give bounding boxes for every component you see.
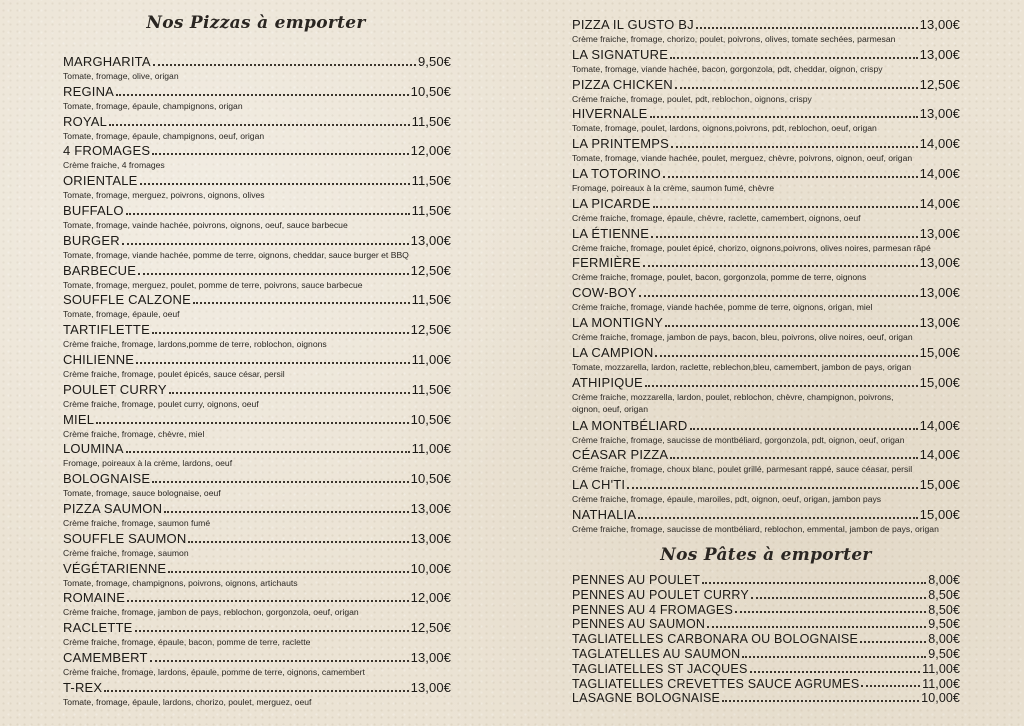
menu-item bbox=[572, 417, 960, 447]
menu-item-price: 14,00€ bbox=[919, 447, 960, 463]
dot-leader bbox=[122, 243, 409, 245]
menu-item-name: BOLOGNAISE bbox=[63, 471, 151, 487]
menu-item bbox=[572, 573, 960, 588]
menu-item-description: Tomate, fromage, épaule, champignons, origan bbox=[63, 100, 243, 111]
menu-item-price: 11,50€ bbox=[411, 292, 451, 308]
menu-item-description: Crème fraiche, fromage, saumon bbox=[63, 547, 189, 558]
menu-item-description: Crème fraiche, fromage, saucisse de montbéliard, reblochon, emmental, jambon de pays, origan bbox=[572, 523, 939, 534]
menu-item-price: 13,00€ bbox=[919, 255, 960, 271]
menu-item-name: BARBECUE bbox=[63, 262, 137, 278]
menu-item bbox=[572, 225, 960, 255]
menu-item-price: 8,00€ bbox=[928, 632, 960, 647]
menu-item-price: 11,50€ bbox=[411, 202, 451, 218]
menu-item-name: LOUMINA bbox=[63, 441, 124, 457]
dot-leader bbox=[751, 597, 926, 599]
menu-item bbox=[572, 662, 960, 677]
menu-item bbox=[572, 16, 960, 46]
menu-item-price: 12,50€ bbox=[410, 322, 451, 338]
menu-item-name: PIZZA SAUMON bbox=[63, 500, 163, 516]
menu-item-description: Crème fraiche, fromage, épaule, maroiles, pdt, oignon, oeuf, origan, jambon pays bbox=[572, 494, 882, 505]
dot-leader bbox=[140, 183, 410, 185]
menu-item-price: 13,00€ bbox=[919, 46, 960, 62]
menu-item-name: LASAGNE BOLOGNAISE bbox=[572, 691, 721, 706]
dot-leader bbox=[188, 541, 408, 543]
menu-item-description: Crème fraiche, fromage, poulet, bacon, gorgonzola, pomme de terre, oignons bbox=[572, 272, 867, 283]
menu-item-name: PENNES AU POULET CURRY bbox=[572, 587, 749, 602]
menu-item bbox=[572, 691, 960, 706]
dot-leader bbox=[150, 660, 409, 662]
menu-item-price: 10,50€ bbox=[410, 471, 451, 487]
dot-leader bbox=[650, 116, 918, 118]
pizzas-title: Nos Pizzas à emporter bbox=[146, 13, 366, 33]
menu-item-name: VÉGÉTARIENNE bbox=[63, 560, 167, 576]
dot-leader bbox=[690, 428, 918, 430]
menu-item bbox=[63, 381, 451, 411]
menu-item-name: NATHALIA bbox=[572, 506, 637, 522]
dot-leader bbox=[135, 630, 409, 632]
menu-item bbox=[63, 351, 451, 381]
menu-item-price: 15,00€ bbox=[919, 374, 960, 390]
menu-item-price: 12,50€ bbox=[410, 262, 451, 278]
menu-item-description: Tomate, fromage, vainde hachée, poivrons, oignons, oeuf, sauce barbecue bbox=[63, 219, 348, 230]
dot-leader bbox=[655, 355, 917, 357]
menu-item-description: Crème fraiche, fromage, choux blanc, poulet grillé, parmesant rappé, sauce céasar, persil bbox=[572, 464, 913, 475]
dot-leader bbox=[735, 611, 926, 613]
menu-item-name: ROYAL bbox=[63, 113, 108, 129]
menu-item-name: LA MONTBÉLIARD bbox=[572, 417, 688, 433]
menu-item-price: 13,00€ bbox=[919, 106, 960, 122]
dot-leader bbox=[152, 153, 408, 155]
menu-item-name: CÉASAR PIZZA bbox=[572, 447, 669, 463]
menu-item-price: 13,00€ bbox=[410, 679, 451, 695]
dot-leader bbox=[702, 582, 926, 584]
menu-item-description: Crème fraiche, fromage, jambon de pays, bacon, bleu, poivrons, olive noires, oeuf, origan bbox=[572, 331, 913, 342]
menu-item-price: 8,00€ bbox=[928, 573, 960, 587]
menu-item-price: 13,00€ bbox=[410, 500, 451, 516]
menu-item-description: Fromage, poireaux à la crème, saumon fumé, chèvre bbox=[572, 182, 775, 193]
menu-item-name: LA ÉTIENNE bbox=[572, 225, 650, 241]
dot-leader bbox=[138, 273, 409, 275]
menu-item-name: BUFFALO bbox=[63, 202, 124, 218]
menu-item bbox=[572, 603, 960, 618]
menu-item-name: REGINA bbox=[63, 83, 115, 99]
menu-item-name: ATHIPIQUE bbox=[572, 374, 643, 390]
menu-item bbox=[572, 647, 960, 662]
menu-item-price: 10,50€ bbox=[410, 411, 451, 427]
dot-leader bbox=[651, 236, 917, 238]
menu-item-name: TAGLATELLES AU SAUMON bbox=[572, 646, 741, 661]
menu-item-name: PIZZA CHICKEN bbox=[572, 76, 673, 92]
menu-item-description: Crème fraiche, fromage, poulet, pdt, reblochon, oignons, crispy bbox=[572, 93, 812, 104]
menu-item-description: Tomate, mozzarella, lardon, raclette, reblechon,bleu, camembert, jambon de pays, origan bbox=[572, 361, 912, 372]
menu-item bbox=[63, 530, 451, 560]
menu-item-price: 10,00€ bbox=[921, 691, 960, 706]
menu-item bbox=[63, 113, 451, 143]
menu-item-name: LA MONTIGNY bbox=[572, 314, 664, 330]
menu-item-price: 8,50€ bbox=[928, 602, 960, 617]
menu-item-description: Crème fraiche, fromage, viande hachée, pomme de terre, oignons, origan, miel bbox=[572, 302, 873, 313]
menu-item-price: 13,00€ bbox=[410, 530, 451, 546]
menu-item-price: 13,00€ bbox=[410, 649, 451, 665]
menu-item-description: Tomate, fromage, sauce bolognaise, oeuf bbox=[63, 488, 221, 499]
dot-leader bbox=[152, 332, 409, 334]
dot-leader bbox=[127, 600, 409, 602]
menu-item-name: CHILIENNE bbox=[63, 351, 135, 367]
menu-item-description: Tomate, fromage, épaule, oeuf bbox=[63, 309, 180, 320]
dot-leader bbox=[193, 302, 410, 304]
dot-leader bbox=[126, 451, 410, 453]
menu-item-name: TAGLIATELLES ST JACQUES bbox=[572, 661, 748, 676]
menu-item-description: Crème fraiche, fromage, poulet épicés, sauce césar, persil bbox=[63, 368, 285, 379]
menu-item-description: Crème fraiche, 4 fromages bbox=[63, 160, 165, 171]
dot-leader bbox=[670, 457, 917, 459]
menu-item bbox=[63, 83, 451, 113]
menu-item-price: 12,50€ bbox=[919, 76, 960, 92]
menu-item bbox=[63, 440, 451, 470]
menu-item-name: LA CH'TI bbox=[572, 477, 626, 493]
menu-item bbox=[572, 46, 960, 76]
menu-item bbox=[63, 679, 451, 709]
menu-item-name: LA CAMPION bbox=[572, 344, 654, 360]
menu-item-name: TAGLIATELLES CARBONARA OU BOLOGNAISE bbox=[572, 632, 858, 647]
menu-item bbox=[63, 53, 451, 83]
menu-item bbox=[572, 374, 960, 417]
dot-leader bbox=[153, 64, 416, 66]
menu-item-description: Tomate, fromage, viande hachée, poulet, merguez, chèvre, poivrons, oignon, oeuf, origan bbox=[572, 153, 913, 164]
menu-item-description: Crème fraiche, fromage, épaule, bacon, pomme de terre, raclette bbox=[63, 637, 311, 648]
menu-item-description: Crème fraiche, fromage, épaule, chèvre, raclette, camembert, oignons, oeuf bbox=[572, 212, 861, 223]
dot-leader bbox=[109, 124, 409, 126]
menu-item bbox=[63, 411, 451, 441]
dot-leader bbox=[639, 295, 918, 297]
menu-item-name: MIEL bbox=[63, 411, 95, 427]
menu-item-price: 13,00€ bbox=[919, 225, 960, 241]
dot-leader bbox=[707, 626, 926, 628]
dot-leader bbox=[670, 57, 918, 59]
menu-item bbox=[63, 142, 451, 172]
menu-item-price: 13,00€ bbox=[919, 314, 960, 330]
menu-item-name: SOUFFLE SAUMON bbox=[63, 530, 187, 546]
menu-item-description: Crème fraiche, fromage, chèvre, miel bbox=[63, 428, 205, 439]
menu-item-price: 14,00€ bbox=[919, 165, 960, 181]
menu-item-description: Tomate, fromage, viande hachée, pomme de terre, oignons, cheddar, sauce burger et BBQ bbox=[63, 249, 409, 260]
menu-item bbox=[572, 344, 960, 374]
menu-item-price: 15,00€ bbox=[919, 477, 960, 493]
dot-leader bbox=[104, 690, 408, 692]
dot-leader bbox=[653, 206, 918, 208]
menu-item-price: 10,50€ bbox=[410, 83, 451, 99]
dot-leader bbox=[860, 641, 926, 643]
menu-item bbox=[63, 619, 451, 649]
menu-item-name: LA TOTORINO bbox=[572, 165, 661, 181]
menu-item bbox=[63, 172, 451, 202]
menu-item-description: Tomate, fromage, merguez, poulet, pomme de terre, poivrons, sauce barbecue bbox=[63, 279, 363, 290]
menu-item-price: 15,00€ bbox=[919, 506, 960, 522]
menu-item-name: POULET CURRY bbox=[63, 381, 167, 397]
menu-item-name: 4 FROMAGES bbox=[63, 143, 151, 159]
menu-item-name: PENNES AU 4 FROMAGES bbox=[572, 602, 733, 617]
menu-item-name: T-REX bbox=[63, 679, 103, 695]
menu-item-price: 12,00€ bbox=[410, 590, 451, 606]
menu-item-description: Crème fraiche, fromage, lardons,pomme de terre, roblochon, oignons bbox=[63, 339, 327, 350]
menu-item-description: Tomate, fromage, épaule, champignons, oeuf, origan bbox=[63, 130, 265, 141]
menu-item-price: 9,50€ bbox=[928, 646, 960, 661]
menu-item-description: Crème fraiche, fromage, saucisse de montbéliard, gorgonzola, pdt, oignon, oeuf, origan bbox=[572, 434, 905, 445]
menu-item-price: 13,00€ bbox=[919, 285, 960, 301]
menu-item-price: 9,50€ bbox=[928, 617, 960, 632]
menu-item-price: 14,00€ bbox=[919, 136, 960, 152]
menu-item bbox=[63, 291, 451, 321]
dot-leader bbox=[136, 362, 409, 364]
pastas-title: Nos Pâtes à emporter bbox=[660, 545, 872, 565]
menu-item-price: 8,50€ bbox=[928, 587, 960, 602]
menu-item-price: 10,00€ bbox=[410, 560, 451, 576]
menu-item-description: Crème fraiche, fromage, jambon de pays, reblochon, gorgonzola, oeuf, origan bbox=[63, 607, 359, 618]
menu-item-price: 9,50€ bbox=[417, 54, 451, 69]
pizza-list-right bbox=[572, 16, 960, 536]
menu-item-name: MARGHARITA bbox=[63, 54, 151, 69]
dot-leader bbox=[861, 685, 920, 687]
menu-item bbox=[572, 314, 960, 344]
menu-item-price: 12,00€ bbox=[410, 143, 451, 159]
menu-item-description: Crème fraiche, fromage, poulet curry, oignons, oeuf bbox=[63, 398, 259, 409]
menu-item-name: ROMAINE bbox=[63, 590, 126, 606]
menu-item bbox=[63, 202, 451, 232]
menu-item-price: 11,00€ bbox=[411, 351, 451, 367]
dot-leader bbox=[675, 87, 918, 89]
menu-item-description: Tomate, fromage, champignons, poivrons, oignons, artichauts bbox=[63, 577, 298, 588]
menu-item bbox=[572, 632, 960, 647]
pizza-list-left bbox=[63, 53, 451, 709]
menu-item-price: 15,00€ bbox=[919, 344, 960, 360]
menu-item-description: Tomate, fromage, viande hachée, bacon, gorgonzola, pdt, cheddar, oignon, crispy bbox=[572, 63, 883, 74]
dot-leader bbox=[638, 517, 917, 519]
dot-leader bbox=[164, 511, 408, 513]
menu-item-price: 11,00€ bbox=[411, 441, 451, 457]
menu-item-name: PENNES AU POULET bbox=[572, 573, 701, 587]
dot-leader bbox=[742, 656, 926, 658]
menu-item bbox=[572, 76, 960, 106]
menu-item-price: 11,50€ bbox=[411, 113, 451, 129]
menu-item-description: Tomate, fromage, épaule, lardons, chorizo, poulet, merguez, oeuf bbox=[63, 696, 312, 707]
dot-leader bbox=[152, 481, 408, 483]
menu-item bbox=[572, 476, 960, 506]
menu-item bbox=[572, 165, 960, 195]
menu-item bbox=[63, 262, 451, 292]
menu-item bbox=[572, 135, 960, 165]
menu-item-name: BURGER bbox=[63, 232, 120, 248]
menu-item-name: ORIENTALE bbox=[63, 173, 138, 189]
menu-item-description: Crème fraiche, fromage, saumon fumé bbox=[63, 517, 211, 528]
menu-item-name: FERMIÈRE bbox=[572, 255, 641, 271]
dot-leader bbox=[722, 700, 919, 702]
dot-leader bbox=[96, 422, 408, 424]
menu-item bbox=[63, 560, 451, 590]
menu-item-price: 11,00€ bbox=[922, 661, 960, 676]
dot-leader bbox=[126, 213, 410, 215]
menu-item-description: Crème fraiche, fromage, lardons, épaule, pomme de terre, oignons, camembert bbox=[63, 666, 365, 677]
menu-item-name: RACLETTE bbox=[63, 620, 133, 636]
menu-item bbox=[572, 506, 960, 536]
dot-leader bbox=[696, 27, 918, 29]
menu-item-price: 11,50€ bbox=[411, 173, 451, 189]
menu-item-price: 12,50€ bbox=[410, 620, 451, 636]
dot-leader bbox=[665, 325, 918, 327]
menu-item bbox=[572, 284, 960, 314]
menu-item bbox=[572, 105, 960, 135]
menu-item-name: PIZZA IL GUSTO BJ bbox=[572, 17, 694, 32]
dot-leader bbox=[116, 94, 409, 96]
menu-item-price: 14,00€ bbox=[919, 195, 960, 211]
menu-item bbox=[572, 677, 960, 692]
menu-item-name: SOUFFLE CALZONE bbox=[63, 292, 191, 308]
menu-item-price: 11,00€ bbox=[922, 676, 960, 691]
dot-leader bbox=[169, 392, 410, 394]
menu-item-description: Tomate, fromage, olive, origan bbox=[63, 71, 179, 81]
dot-leader bbox=[750, 671, 921, 673]
menu-item bbox=[572, 588, 960, 603]
menu-item bbox=[572, 195, 960, 225]
menu-item-description: Crème fraiche, fromage, chorizo, poulet, poivrons, olives, tomate sechées, parmesan bbox=[572, 34, 896, 44]
menu-item-price: 11,50€ bbox=[411, 381, 451, 397]
dot-leader bbox=[627, 487, 917, 489]
pasta-list bbox=[572, 573, 960, 706]
menu-item-name: TARTIFLETTE bbox=[63, 322, 150, 338]
dot-leader bbox=[643, 265, 918, 267]
menu-item-name: LA PICARDE bbox=[572, 195, 651, 211]
menu-item-name: TAGLIATELLES CREVETTES SAUCE AGRUMES bbox=[572, 676, 860, 691]
menu-item bbox=[63, 649, 451, 679]
menu-item-description: Fromage, poireaux à la crème, lardons, oeuf bbox=[63, 458, 233, 469]
menu-item-price: 14,00€ bbox=[919, 417, 960, 433]
dot-leader bbox=[168, 571, 408, 573]
menu-item-name: COW-BOY bbox=[572, 285, 637, 301]
menu-item bbox=[63, 321, 451, 351]
dot-leader bbox=[645, 385, 918, 387]
menu-item bbox=[63, 500, 451, 530]
menu-item bbox=[63, 589, 451, 619]
menu-item-price: 13,00€ bbox=[919, 17, 960, 32]
menu-item-description: Tomate, fromage, merguez, poivrons, oignons, olives bbox=[63, 190, 265, 201]
menu-item-name: LA PRINTEMPS bbox=[572, 136, 670, 152]
menu-item bbox=[572, 254, 960, 284]
dot-leader bbox=[663, 176, 918, 178]
menu-item bbox=[63, 232, 451, 262]
menu-item-name: HIVERNALE bbox=[572, 106, 648, 122]
menu-item-description: Crème fraiche, mozzarella, lardon, poulet, reblochon, chèvre, champignon, poivrons, oignon, oeuf, origan bbox=[572, 391, 894, 415]
menu-item-description: Crème fraiche, fromage, poulet épicé, chorizo, oignons,poivrons, olives noires, parmesan râpé bbox=[572, 242, 931, 253]
menu-item bbox=[63, 470, 451, 500]
menu-item-description: Tomate, fromage, poulet, lardons, oignons,poivrons, pdt, reblochon, oeuf, origan bbox=[572, 123, 877, 134]
menu-item bbox=[572, 446, 960, 476]
menu-item-price: 13,00€ bbox=[410, 232, 451, 248]
menu-item-name: PENNES AU SAUMON bbox=[572, 617, 706, 632]
menu-item-name: LA SIGNATURE bbox=[572, 46, 669, 62]
menu-item-name: CAMEMBERT bbox=[63, 649, 148, 665]
dot-leader bbox=[671, 146, 918, 148]
menu-item bbox=[572, 617, 960, 632]
